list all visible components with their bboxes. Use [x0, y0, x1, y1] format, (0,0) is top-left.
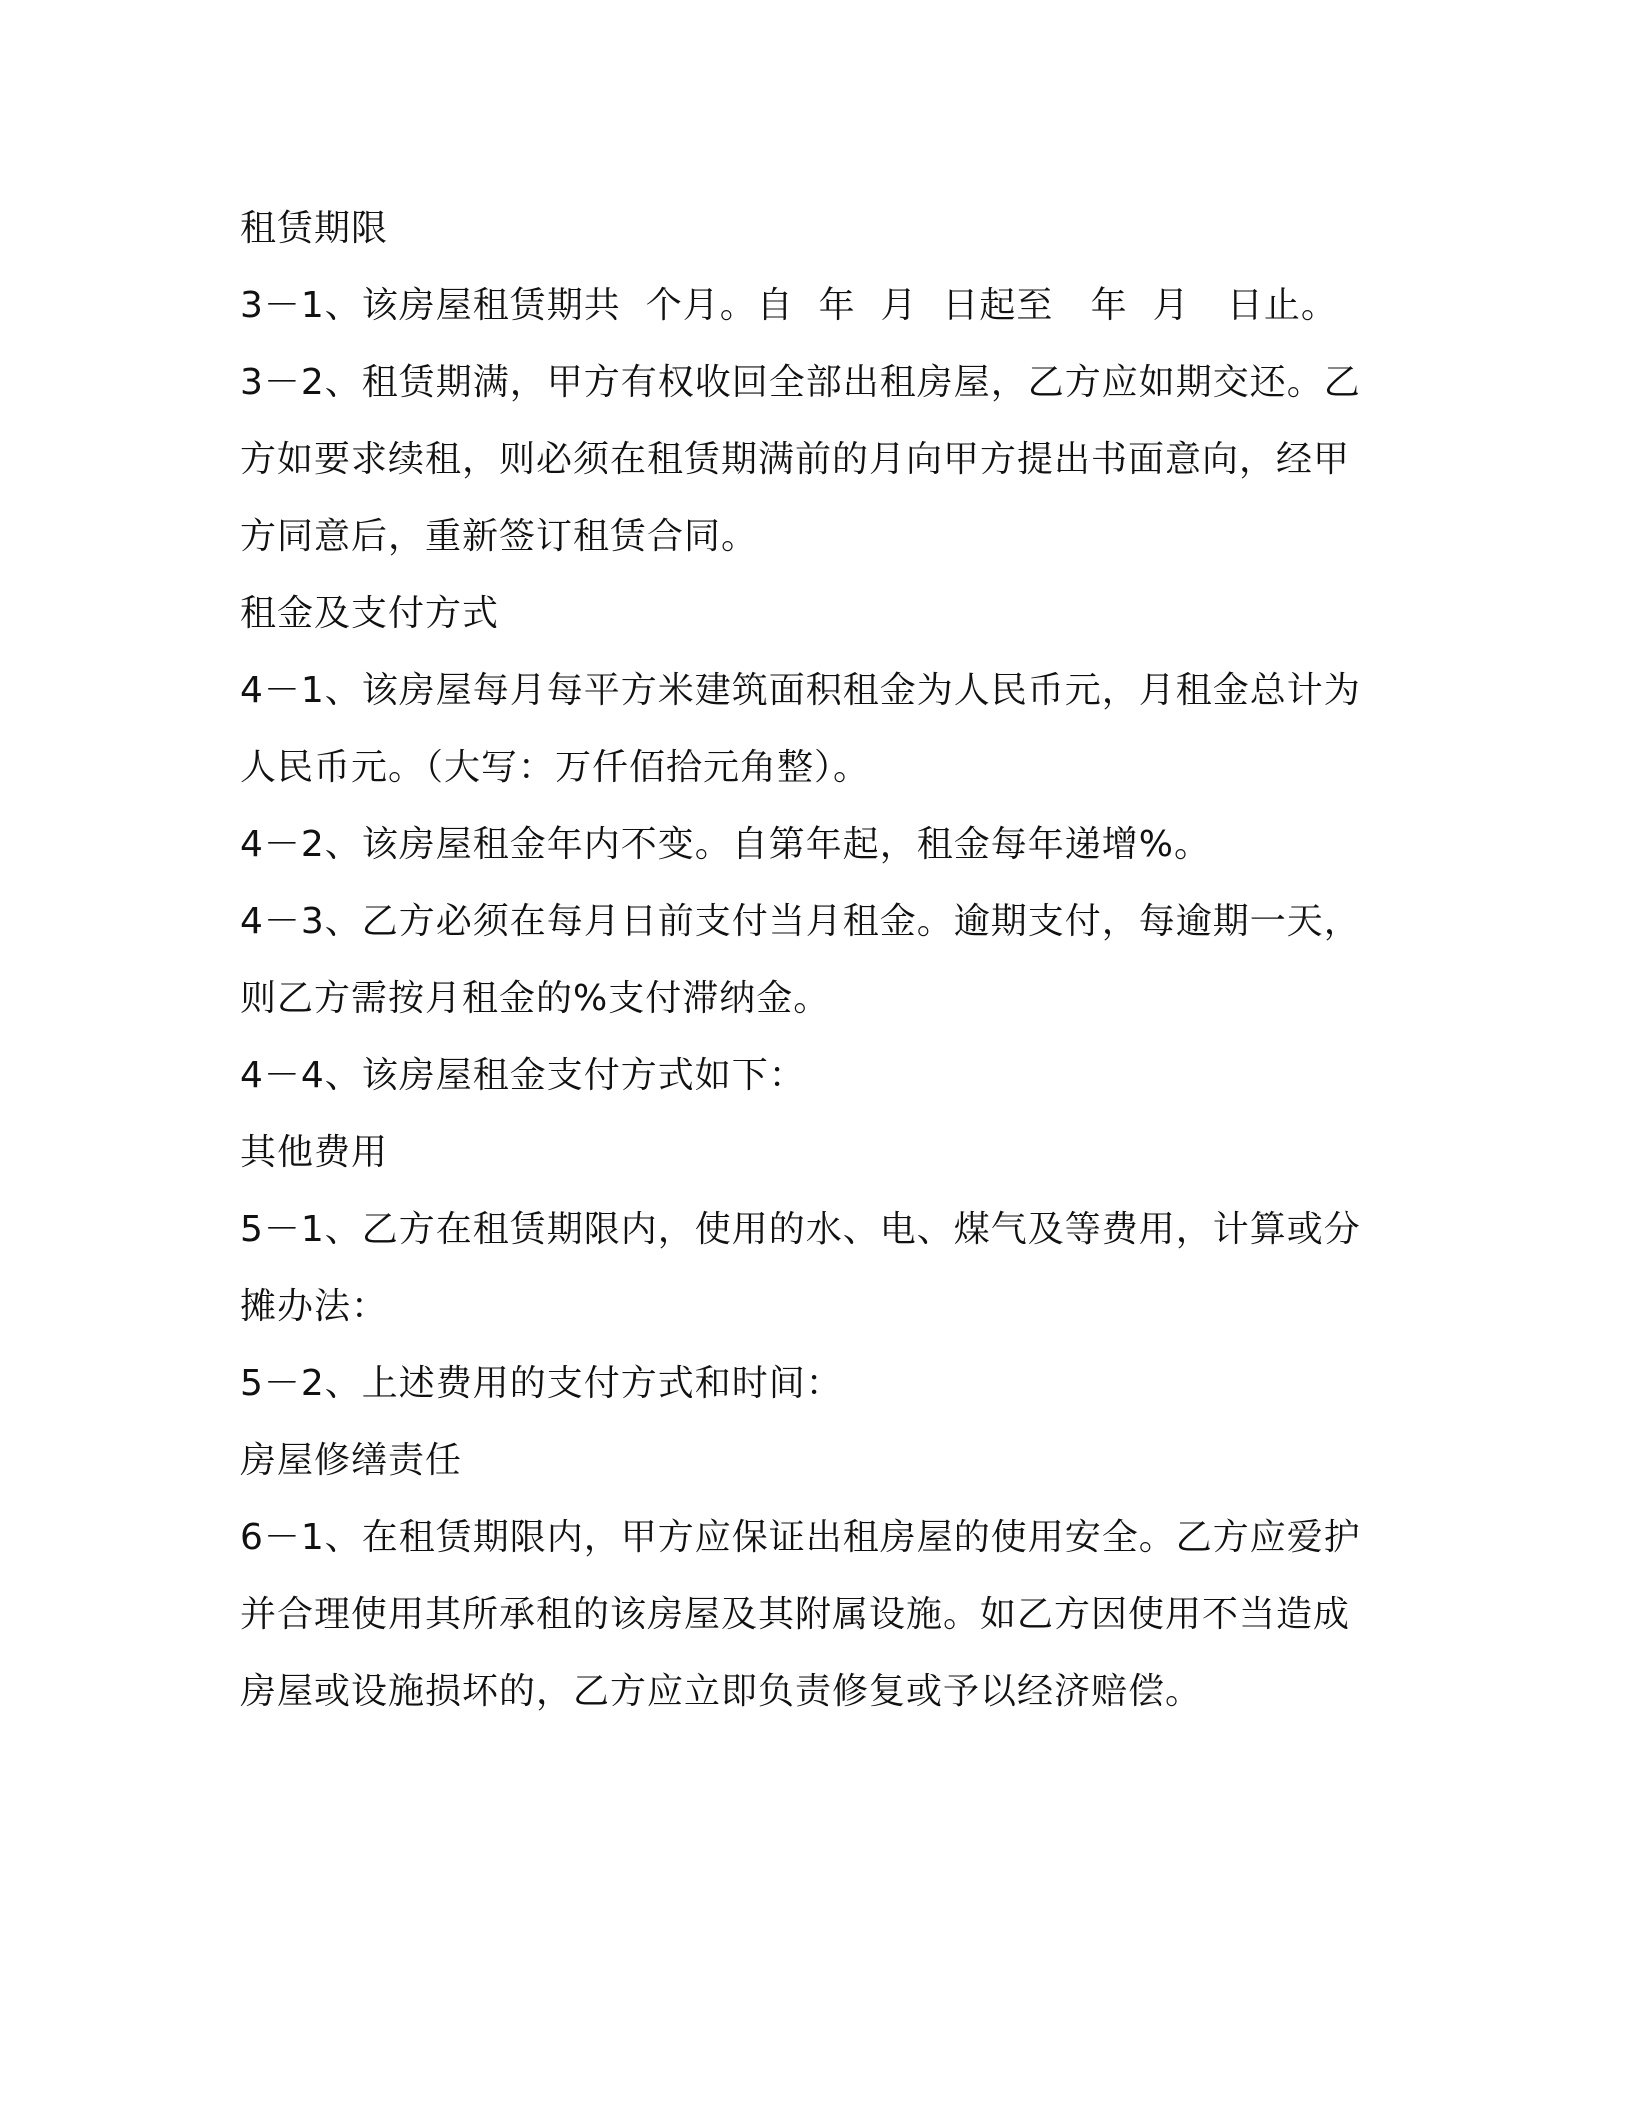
section-heading-other-fees: 其他费用	[240, 1132, 389, 1173]
clause-5-1-line-2: 摊办法：	[240, 1286, 389, 1327]
clause-3-2-line-3: 方同意后，重新签订租赁合同。	[240, 516, 759, 557]
clause-5-1-line-1: 5－1、乙方在租赁期限内，使用的水、电、煤气及等费用，计算或分	[240, 1209, 1361, 1250]
section-heading-repair-responsibility: 房屋修缮责任	[240, 1440, 463, 1481]
clause-4-3-line-1: 4－3、乙方必须在每月日前支付当月租金。逾期支付，每逾期一天，	[240, 901, 1361, 942]
clause-3-2-line-1: 3－2、租赁期满，甲方有权收回全部出租房屋，乙方应如期交还。乙	[240, 362, 1361, 403]
clause-3-2-line-2: 方如要求续租，则必须在租赁期满前的月向甲方提出书面意向，经甲	[240, 439, 1351, 480]
clause-6-1-line-3: 房屋或设施损坏的，乙方应立即负责修复或予以经济赔偿。	[240, 1671, 1203, 1712]
clause-6-1-line-1: 6－1、在租赁期限内，甲方应保证出租房屋的使用安全。乙方应爱护	[240, 1517, 1361, 1558]
clause-5-2: 5－2、上述费用的支付方式和时间：	[240, 1363, 843, 1404]
section-heading-lease-term: 租赁期限	[240, 208, 389, 249]
clause-4-1-line-1: 4－1、该房屋每月每平方米建筑面积租金为人民币元，月租金总计为	[240, 670, 1361, 711]
clause-6-1-line-2: 并合理使用其所承租的该房屋及其附属设施。如乙方因使用不当造成	[240, 1594, 1351, 1635]
clause-4-1-line-2: 人民币元。（大写：万仟佰拾元角整）。	[240, 747, 871, 788]
clause-3-1: 3－1、该房屋租赁期共 个月。自 年 月 日起至 年 月 日止。	[240, 285, 1338, 326]
clause-4-3-line-2: 则乙方需按月租金的%支付滞纳金。	[240, 978, 831, 1019]
document-body	[240, 190, 1370, 1730]
clause-4-2: 4－2、该房屋租金年内不变。自第年起，租金每年递增%。	[240, 824, 1212, 865]
section-heading-rent-payment: 租金及支付方式	[240, 593, 500, 634]
clause-4-4: 4－4、该房屋租金支付方式如下：	[240, 1055, 806, 1096]
